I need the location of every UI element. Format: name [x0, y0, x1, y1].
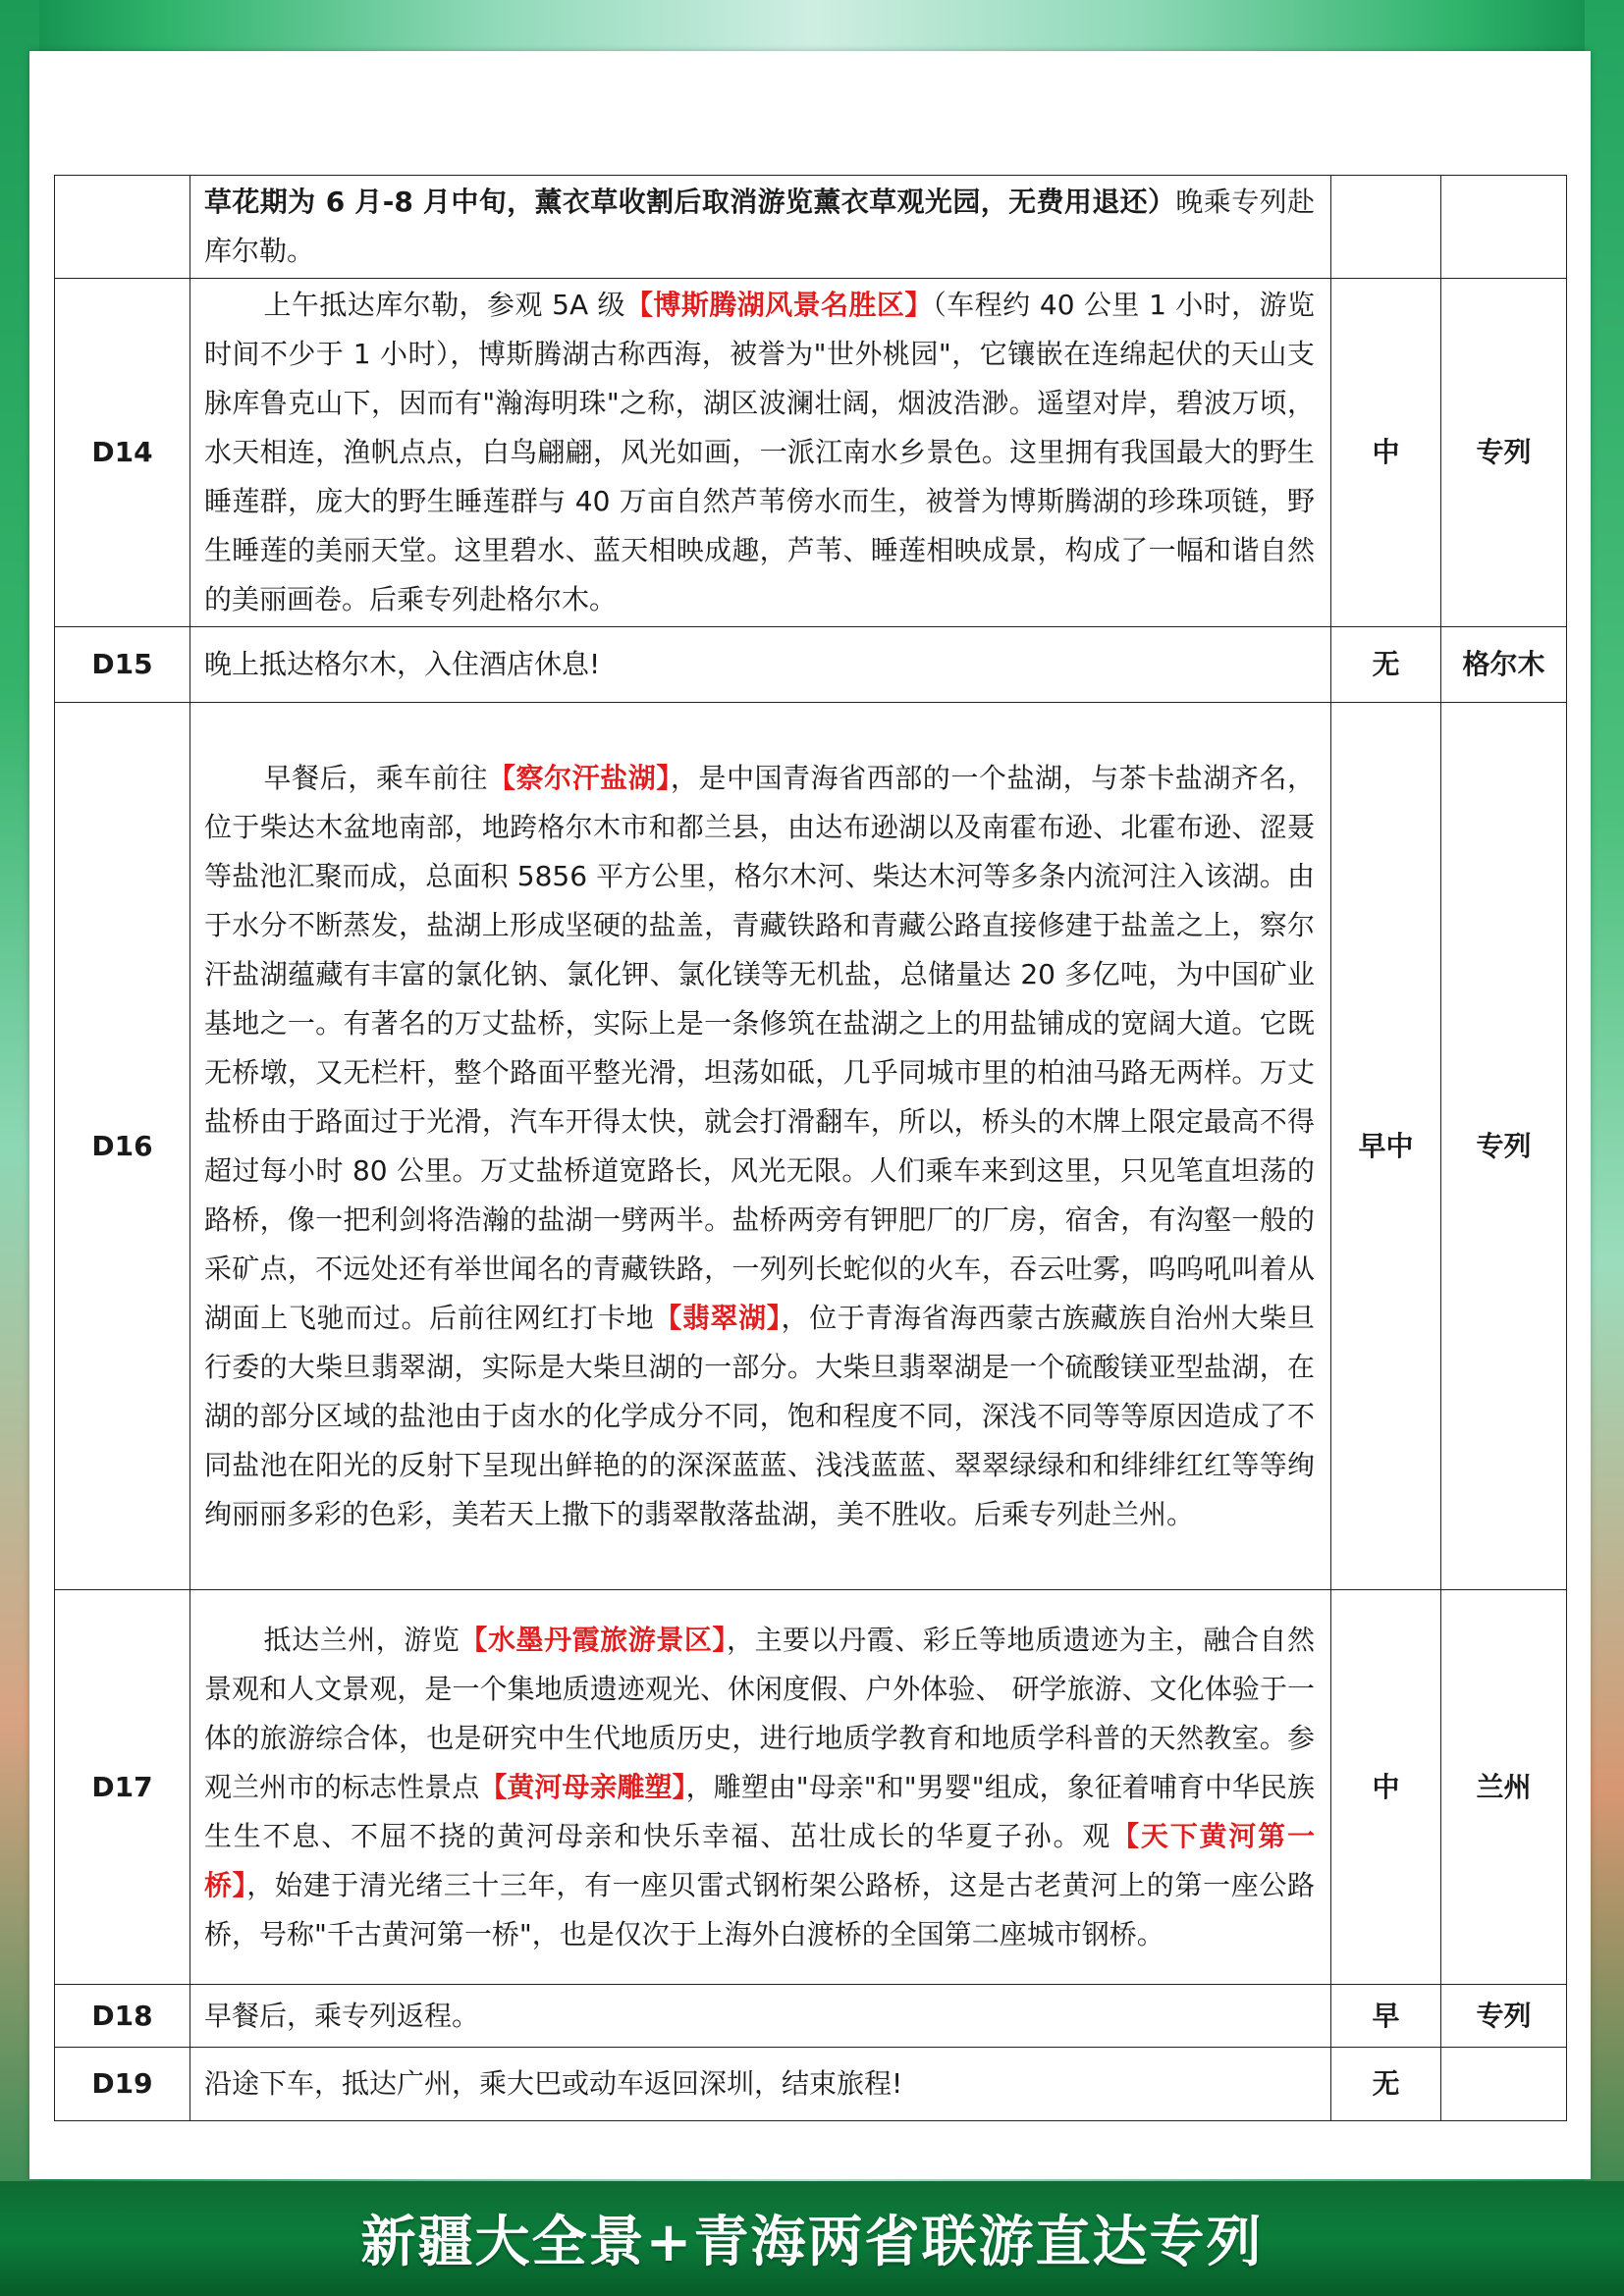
stay-cell: 兰州	[1441, 1590, 1567, 1985]
itinerary-row-continued	[55, 176, 1567, 279]
meal-cell: 中	[1331, 1590, 1441, 1985]
meal-cell: 早中	[1331, 703, 1441, 1590]
meal-cell: 中	[1331, 279, 1441, 627]
attraction-name: 【翡翠湖】	[654, 1301, 782, 1334]
day-cell: D19	[55, 2048, 190, 2121]
itinerary-row-d15	[55, 627, 1567, 703]
description-text: ，是中国青海省西部的一个盐湖，与茶卡盐湖齐名，位于柴达木盆地南部，地跨格尔木市和都兰县，由达布逊湖以及南霍布逊、北霍布逊、涩聂等盐池汇聚而成，总面积 5856 平方公里，格尔木河、柴达木河等多条内流河注入该湖。由于水分不断蒸发，盐湖上形成坚硬的盐盖，青藏铁路和青藏公路直接修建于盐盖之上，察尔汗盐湖蕴藏有丰富的氯化钠、氯化钾、氯化镁等无机盐，总储量达 20 多亿吨，为中国矿业基地之一。有著名的万丈盐桥，实际上是一条修筑在盐湖之上的用盐铺成的宽阔大道。它既无桥墩，又无栏杆，整个路面平整光滑，坦荡如砥，几乎同城市里的柏油马路无两样。万丈盐桥由于路面过于光滑，汽车开得太快，就会打滑翻车，所以，桥头的木牌上限定最高不得超过每小时 80 公里。万丈盐桥道宽路长，风光无限。人们乘车来到这里，只见笔直坦荡的路桥，像一把利剑将浩瀚的盐湖一劈两半。盐桥两旁有钾肥厂的厂房，宿舍，有沟壑一般的采矿点，不远处还有举世闻名的青藏铁路，一列列长蛇似的火车，吞云吐雾，呜呜吼叫着从湖面上飞驰而过。后前往网红打卡地	[204, 761, 1315, 1334]
attraction-name: 【天下黄河第一桥】	[204, 1819, 1315, 1901]
itinerary-row-d14	[55, 279, 1567, 627]
itinerary-row-d18	[55, 1985, 1567, 2048]
description-text: 上午抵达库尔勒，参观 5A 级	[263, 289, 625, 321]
description-text: ，雕塑由"母亲"和"男婴"组成，象征着哺育中华民族生生不息、不屈不挠的黄河母亲和快乐幸福、茁壮成长的华夏子孙。观	[204, 1770, 1315, 1852]
day-cell: D17	[55, 1590, 190, 1985]
description-text: 晚上抵达格尔木，入住酒店休息!	[204, 648, 601, 680]
meal-cell	[1331, 176, 1441, 279]
description-text: 早餐后，乘车前往	[263, 761, 488, 794]
itinerary-table	[54, 175, 1567, 2121]
stay-cell	[1441, 2048, 1567, 2121]
day-cell: D15	[55, 627, 190, 703]
description-text: ，主要以丹霞、彩丘等地质遗迹为主，融合自然景观和人文景观，是一个集地质遗迹观光、休闲度假、户外体验、 研学旅游、文化体验于一体的旅游综合体，也是研究中生代地质历史，进行地质学教育和地质学科普的天然教室。参观兰州市的标志性景点	[204, 1623, 1315, 1803]
day-cell: D18	[55, 1985, 190, 2048]
description-text: 抵达兰州，游览	[263, 1623, 460, 1656]
description-cell	[190, 1985, 1331, 2048]
description-text: ，始建于清光绪三十三年，有一座贝雷式钢桁架公路桥，这是古老黄河上的第一座公路桥，号称"千古黄河第一桥"，也是仅次于上海外白渡桥的全国第二座城市钢桥。	[204, 1868, 1315, 1950]
stay-cell: 专列	[1441, 1985, 1567, 2048]
stay-cell: 格尔木	[1441, 627, 1567, 703]
description-cell	[190, 2048, 1331, 2121]
meal-cell: 无	[1331, 2048, 1441, 2121]
description-cell	[190, 627, 1331, 703]
description-cell	[190, 1590, 1331, 1985]
description-text: 草花期为 6 月-8 月中旬，薰衣草收割后取消游览薰衣草观光园，无费用退还）	[204, 186, 1176, 218]
day-cell: D14	[55, 279, 190, 627]
stay-cell	[1441, 176, 1567, 279]
day-cell: D16	[55, 703, 190, 1590]
description-text: 早餐后，乘专列返程。	[204, 1999, 480, 2032]
description-cell	[190, 703, 1331, 1590]
description-cell	[190, 279, 1331, 627]
background-right-stripe	[1585, 0, 1624, 2296]
description-text: ，位于青海省海西蒙古族藏族自治州大柴旦行委的大柴旦翡翠湖，实际是大柴旦湖的一部分。大柴旦翡翠湖是一个硫酸镁亚型盐湖，在湖的部分区域的盐池由于卤水的化学成分不同，饱和程度不同，深浅不同等等原因造成了不同盐池在阳光的反射下呈现出鲜艳的的深深蓝蓝、浅浅蓝蓝、翠翠绿绿和和绯绯红红等等绚绚丽丽多彩的色彩，美若天上撒下的翡翠散落盐湖，美不胜收。后乘专列赴兰州。	[204, 1301, 1315, 1530]
attraction-name: 【察尔汗盐湖】	[487, 761, 671, 794]
itinerary-row-d16	[55, 703, 1567, 1590]
stay-cell: 专列	[1441, 279, 1567, 627]
meal-cell: 早	[1331, 1985, 1441, 2048]
description-text: （车程约 40 公里 1 小时，游览时间不少于 1 小时），博斯腾湖古称西海，被誉为"世外桃园"，它镶嵌在连绵起伏的天山支脉库鲁克山下，因而有"瀚海明珠"之称，湖区波澜壮阔，烟波浩渺。遥望对岸，碧波万顷，水天相连，渔帆点点，白鸟翩翩，风光如画，一派江南水乡景色。这里拥有我国最大的野生睡莲群，庞大的野生睡莲群与 40 万亩自然芦苇傍水而生，被誉为博斯腾湖的珍珠项链，野生睡莲的美丽天堂。这里碧水、蓝天相映成趣，芦苇、睡莲相映成景，构成了一幅和谐自然的美丽画卷。后乘专列赴格尔木。	[204, 289, 1315, 615]
day-cell	[55, 176, 190, 279]
attraction-name: 【博斯腾湖风景名胜区】	[624, 289, 933, 321]
footer-banner-title: 新疆大全景+青海两省联游直达专列	[360, 2210, 1264, 2274]
description-text: 晚乘专列赴库尔勒。	[204, 186, 1315, 267]
stay-cell: 专列	[1441, 703, 1567, 1590]
attraction-name: 【黄河母亲雕塑】	[479, 1770, 686, 1803]
itinerary-row-d19	[55, 2048, 1567, 2121]
itinerary-row-d17	[55, 1590, 1567, 1985]
meal-cell: 无	[1331, 627, 1441, 703]
description-cell	[190, 176, 1331, 279]
description-text: 沿途下车，抵达广州，乘大巴或动车返回深圳，结束旅程!	[204, 2067, 903, 2100]
attraction-name: 【水墨丹霞旅游景区】	[460, 1623, 727, 1656]
